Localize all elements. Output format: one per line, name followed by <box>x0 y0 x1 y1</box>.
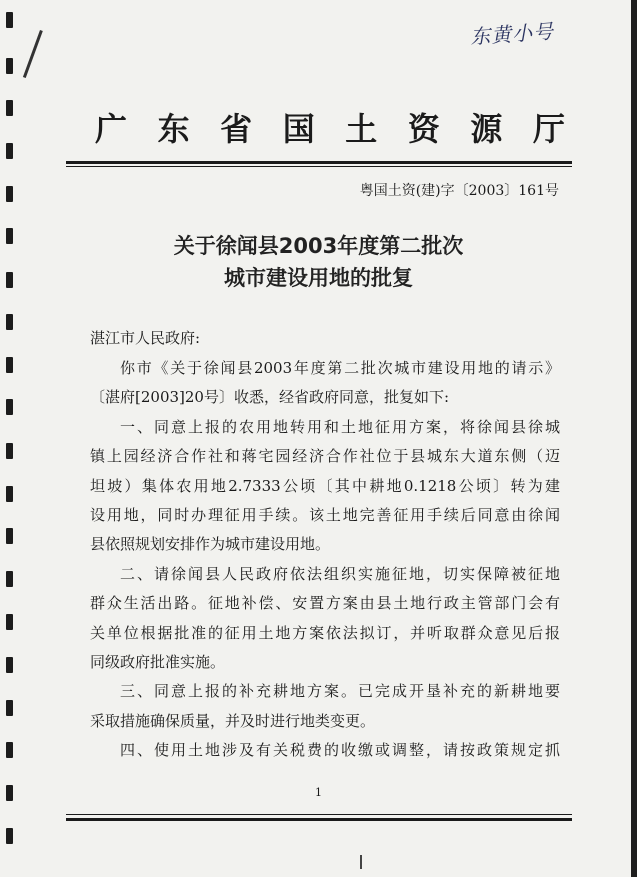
body-line: 设用地，同时办理征用手续。该土地完善征用手续后同意由徐闻 <box>90 505 560 524</box>
body-line: 四、使用土地涉及有关税费的收缴或调整，请按政策规定抓 <box>120 741 560 760</box>
header-rule-thick <box>66 161 572 164</box>
footer-rule-thin <box>66 814 572 815</box>
org-char: 省 <box>220 110 253 148</box>
body-line: 同级政府批准实施。 <box>90 652 226 671</box>
salutation: 湛江市人民政府: <box>90 329 201 347</box>
binding-holes <box>0 0 22 877</box>
pen-mark <box>23 30 43 78</box>
body-line: 坦坡）集体农用地2.7333公顷〔其中耕地0.1218公顷〕转为建 <box>90 476 560 495</box>
body-line: 镇上园经济合作社和蒋宅园经济合作社位于县城东大道东侧（迈 <box>90 447 560 466</box>
title-line-1: 关于徐闻县2003年度第二批次 <box>173 234 464 258</box>
body-line: 一、同意上报的农用地转用和土地征用方案，将徐闻县徐城 <box>120 417 560 436</box>
body-line: 〔湛府[2003]20号〕收悉，经省政府同意，批复如下: <box>90 388 450 407</box>
org-char: 国 <box>282 110 315 148</box>
body-line: 采取措施确保质量，并及时进行地类变更。 <box>90 711 376 730</box>
org-header <box>95 104 565 150</box>
org-char: 源 <box>470 110 503 148</box>
org-char: 广 <box>95 110 128 148</box>
footer-rule-thick <box>66 818 572 821</box>
document-number: 粤国土资(建)字〔2003〕161号 <box>359 183 559 199</box>
org-char: 资 <box>407 110 440 148</box>
scan-edge <box>631 0 637 877</box>
body-line: 三、同意上报的补充耕地方案。已完成开垦补充的新耕地要 <box>120 682 560 701</box>
body-line: 你市《关于徐闻县2003年度第二批次城市建设用地的请示》 <box>120 359 560 377</box>
page-number: 1 <box>315 786 322 799</box>
header-rule-thin <box>66 166 572 167</box>
document-title <box>0 230 637 294</box>
body-line: 关单位根据批准的征用土地方案依法拟订，并听取群众意见后报 <box>90 623 560 642</box>
body-line: 群众生活出路。征地补偿、安置方案由县土地行政主管部门会有 <box>90 594 560 613</box>
title-line-2: 城市建设用地的批复 <box>224 266 413 290</box>
document-body <box>90 354 560 765</box>
org-char: 厅 <box>532 110 565 148</box>
body-line: 二、请徐闻县人民政府依法组织实施征地，切实保障被征地 <box>120 564 560 583</box>
body-line: 县依照规划安排作为城市建设用地。 <box>90 535 331 554</box>
org-char: 土 <box>345 110 378 148</box>
org-char: 东 <box>157 110 190 148</box>
handwritten-note: 东黄小号 <box>469 19 555 49</box>
scan-mark <box>360 855 362 869</box>
